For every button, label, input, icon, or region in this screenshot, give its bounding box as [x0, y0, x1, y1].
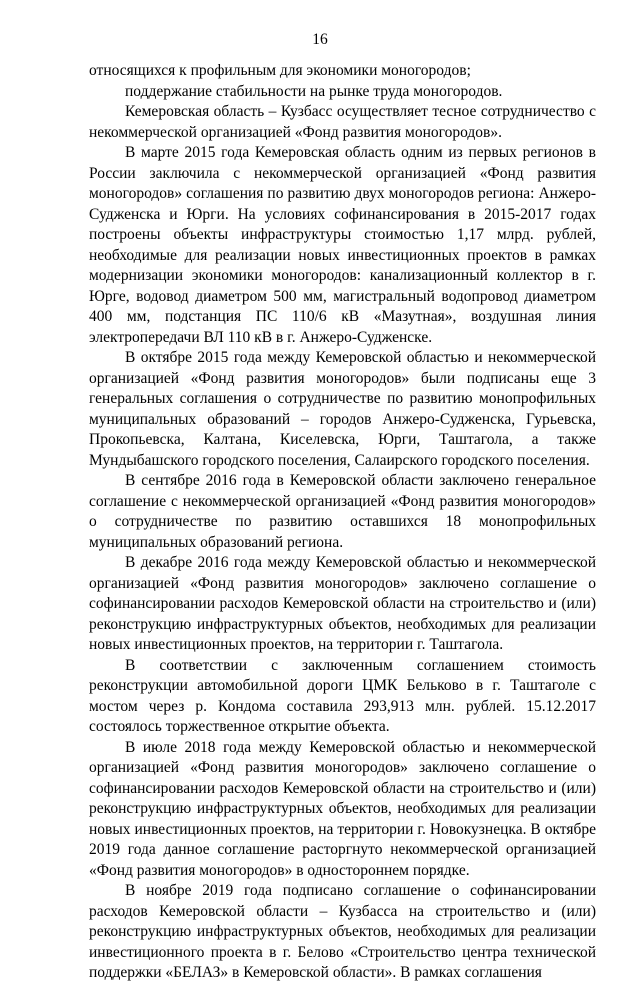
paragraph-6: В сентябре 2016 года в Кемеровской области заключено генеральное соглашение с некоммерческой организацией «Фонд развития моногородов» о сотрудничестве по развитию оставшихся 18 монопрофильных муниципальных образований региона. [89, 472, 596, 551]
paragraph-7: В декабре 2016 года между Кемеровской областью и некоммерческой организацией «Фонд развития моногородов» заключено соглашение о софинансировании расходов Кемеровской области на строительство и (или) реконструкцию инфраструктурных объектов, необходимых для реализации новых инвестиционных проектов, на территории г. Таштагола. [89, 554, 596, 653]
paragraph-3: Кемеровская область – Кузбасс осуществляет тесное сотрудничество с некоммерческой организацией «Фонд развития моногородов». [89, 103, 596, 141]
paragraph-4: В марте 2015 года Кемеровская область одним из первых регионов в России заключила с некоммерческой организацией «Фонд развития моногородов» соглашения по развитию двух моногородов региона: Анжеро-Судженска и Юрги. На условиях софинансирования в 2015-2017 годах построены объекты инфраструктуры стоимостью 1,17 млрд. рублей, необходимые для реализации новых инвестиционных проектов в рамках модернизации экономики моногородов: канализационный коллектор в г. Юрге, водовод диаметром 500 мм, магистральный водопровод диаметром 400 мм, подстанция ПС 110/6 кВ «Мазутная», воздушная линия электропередачи ВЛ 110 кВ в г. Анжеро-Судженске. [89, 144, 596, 346]
paragraph-2: поддержание стабильности на рынке труда моногородов. [125, 82, 503, 100]
paragraph-10: В ноябре 2019 года подписано соглашение о софинансировании расходов Кемеровской области – Кузбасса на строительство и (или) реконструкцию инфраструктурных объектов, необходимых для реализации инвестиционного проекта в г. Белово «Строительство центра технической поддержки «БЕЛАЗ» в Кемеровской области». В рамках соглашения [89, 882, 596, 981]
document-body [89, 61, 596, 984]
page-number: 16 [312, 31, 328, 48]
paragraph-5: В октябре 2015 года между Кемеровской областью и некоммерческой организацией «Фонд развития моногородов» были подписаны еще 3 генеральных соглашения о сотрудничестве по развитию монопрофильных муниципальных образований – городов Анжеро-Судженска, Гурьевска, Прокопьевска, Калтана, Киселевска, Юрги, Таштагола, а также Мундыбашского городского поселения, Салаирского городского поселения. [89, 349, 596, 469]
paragraph-9: В июле 2018 года между Кемеровской областью и некоммерческой организацией «Фонд развития моногородов» заключено соглашение о софинансировании расходов Кемеровской области на строительство и (или) реконструкцию инфраструктурных объектов, необходимых для реализации новых инвестиционных проектов, на территории г. Новокузнецка. В октябре 2019 года данное соглашение расторгнуто некоммерческой организацией «Фонд развития моногородов» в одностороннем порядке. [89, 738, 596, 879]
paragraph-8: В соответствии с заключенным соглашением стоимость реконструкции автомобильной дороги ЦМК Бельково в г. Таштаголе с мостом через р. Кондома составила 293,913 млн. рублей. 15.12.2017 состоялось торжественное открытие объекта. [89, 656, 596, 735]
paragraph-1: относящихся к профильным для экономики моногородов; [89, 62, 471, 79]
